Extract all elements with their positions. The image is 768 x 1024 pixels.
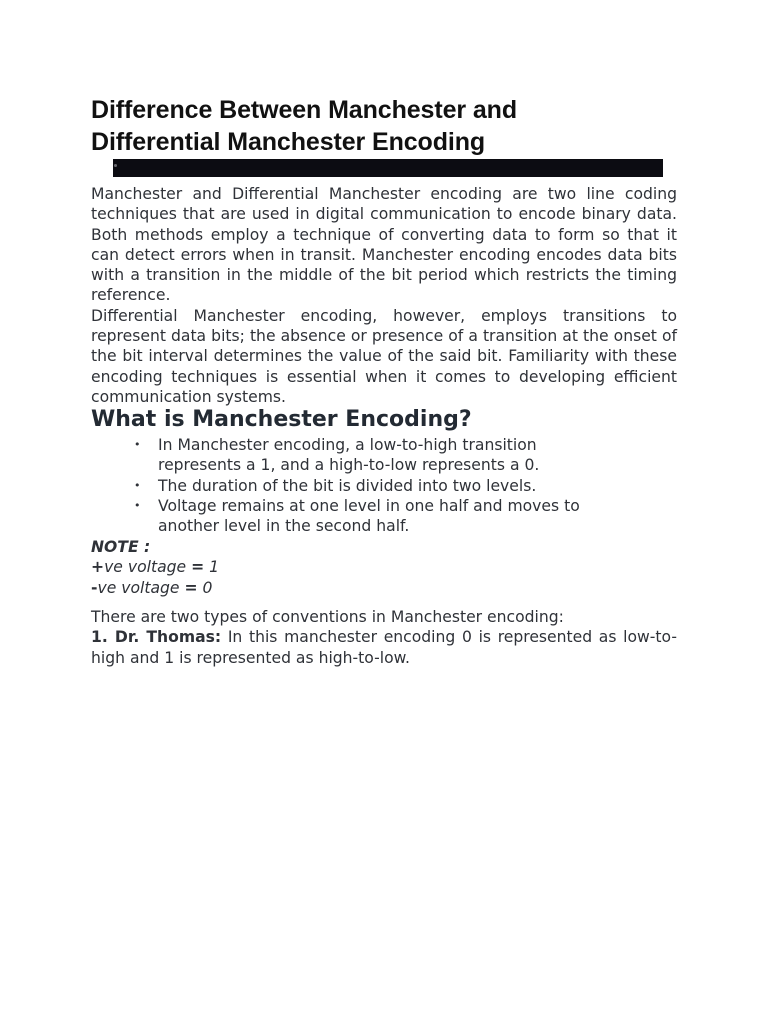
plus-sign: + xyxy=(91,558,105,577)
convention-1 xyxy=(91,627,677,668)
list-item xyxy=(134,496,588,537)
note-label: NOTE : xyxy=(91,538,151,556)
title-line-2: Differential Manchester Encoding xyxy=(91,128,486,156)
equals-sign: = xyxy=(191,558,205,577)
bullet-icon: • xyxy=(134,438,141,451)
minus-sign: - xyxy=(91,578,98,597)
note-line-positive xyxy=(91,557,219,577)
note-text: ve voltage xyxy=(104,558,192,577)
convention-1-text: In this manchester encoding 0 is represented as low-to-high and 1 is represented as high-to-low. xyxy=(91,628,677,667)
convention-1-label: 1. Dr. Thomas: xyxy=(91,628,222,647)
list-item xyxy=(134,435,588,476)
equals-sign: = xyxy=(184,578,198,597)
list-item xyxy=(134,476,588,496)
document-page xyxy=(91,94,677,667)
title-divider-bar xyxy=(113,159,663,177)
section-heading: What is Manchester Encoding? xyxy=(91,407,472,432)
note-value: 0 xyxy=(197,578,213,597)
note-text: ve voltage xyxy=(97,578,185,597)
document-title xyxy=(91,94,677,158)
bullet-text: Voltage remains at one level in one half and moves to another level in the second half. xyxy=(158,496,580,536)
intro-paragraph-2: Differential Manchester encoding, however, employs transitions to represent data bits; the absence or presence of a transition at the onset of the bit interval determines the value of the said bit. Familiarity with these encoding techniques is essential when it comes to developing efficient communication systems. xyxy=(91,306,677,406)
bullet-icon: • xyxy=(134,478,141,492)
note-line-negative xyxy=(91,578,219,598)
intro-section xyxy=(91,184,677,407)
bullet-icon: • xyxy=(134,498,141,512)
intro-paragraph-1: Manchester and Differential Manchester encoding are two line coding techniques that are used in digital communication to encode binary data. Both methods employ a technique of converting data to form so that it can detect errors when in transit. Manchester encoding encodes data bits with a transition in the middle of the bit period which restricts the timing reference. xyxy=(91,185,677,305)
bullet-text: The duration of the bit is divided into two levels. xyxy=(158,476,537,495)
bullet-text: In Manchester encoding, a low-to-high transition represents a 1, and a high-to-low represents a 0. xyxy=(158,436,540,475)
conventions-intro: There are two types of conventions in Manchester encoding: xyxy=(91,608,564,626)
bullet-list xyxy=(91,435,677,536)
note-value: 1 xyxy=(204,558,220,577)
title-line-1: Difference Between Manchester and xyxy=(91,96,517,124)
conventions-section xyxy=(91,607,677,668)
divider-dot-icon xyxy=(114,164,117,167)
note-block xyxy=(91,537,219,598)
